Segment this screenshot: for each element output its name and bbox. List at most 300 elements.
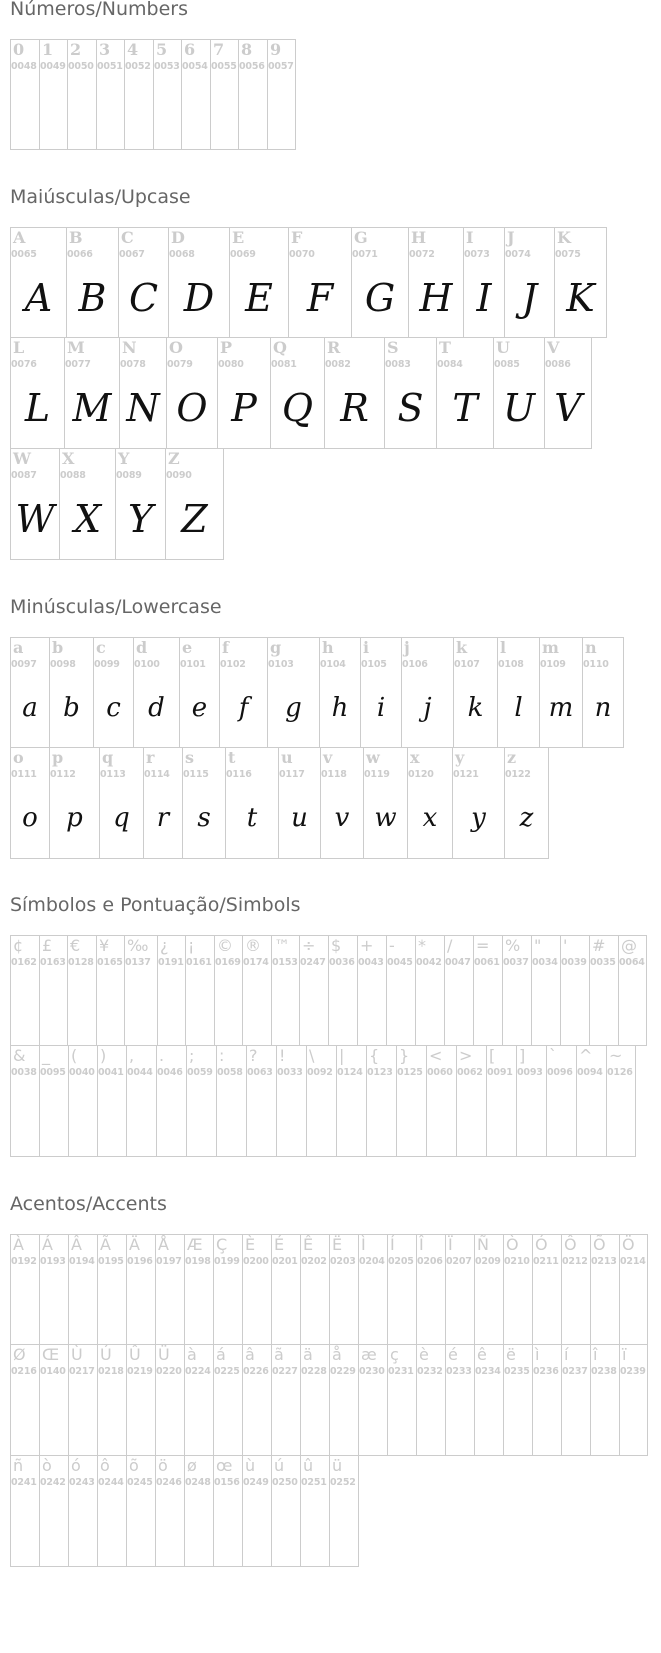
glyph-preview: V <box>554 386 582 430</box>
character-label: q <box>102 748 114 767</box>
character-label: Ä <box>129 1235 140 1254</box>
character-label: " <box>534 936 542 955</box>
character-label: _ <box>42 1046 50 1065</box>
glyph-cell <box>357 935 386 1046</box>
character-label: Å <box>158 1235 169 1254</box>
character-label: ¿ <box>160 936 169 955</box>
glyph-cell <box>155 1234 184 1345</box>
glyph-cell <box>99 748 143 859</box>
character-code: 0089 <box>116 470 142 481</box>
character-code: 0052 <box>125 61 151 72</box>
character-label: E <box>232 228 245 247</box>
glyph-row <box>10 1234 648 1345</box>
glyph-cell <box>238 39 267 150</box>
character-code: 0050 <box>68 61 94 72</box>
character-label: Œ <box>42 1345 60 1364</box>
glyph-cell <box>156 1046 186 1157</box>
glyph-cell <box>124 935 157 1046</box>
glyph-cell <box>366 1046 396 1157</box>
glyph-preview: S <box>397 386 424 430</box>
character-code: 0233 <box>446 1366 472 1377</box>
glyph-cell <box>96 39 124 150</box>
character-code: 0219 <box>127 1366 153 1377</box>
glyph-preview: f <box>238 693 249 723</box>
character-label: J <box>507 228 515 247</box>
glyph-cell <box>118 227 168 338</box>
character-code: 0229 <box>330 1366 356 1377</box>
character-code: 0218 <box>98 1366 124 1377</box>
character-label: t <box>228 748 236 767</box>
character-code: 0085 <box>494 359 520 370</box>
character-code: 0241 <box>11 1477 37 1488</box>
character-code: 0051 <box>97 61 123 72</box>
glyph-cell <box>246 1046 276 1157</box>
glyph-preview: h <box>331 693 349 723</box>
character-code: 0064 <box>619 957 645 968</box>
character-code: 0213 <box>591 1256 617 1267</box>
lowercase-grid <box>10 637 624 859</box>
character-label: ^ <box>579 1046 593 1065</box>
glyph-cell <box>270 338 324 449</box>
character-label: ó <box>71 1456 81 1475</box>
glyph-cell <box>560 935 589 1046</box>
character-label: ï <box>622 1345 627 1364</box>
character-label: œ <box>216 1456 233 1475</box>
glyph-preview: s <box>197 803 211 833</box>
character-label: Ï <box>448 1235 453 1254</box>
character-code: 0062 <box>457 1067 483 1078</box>
character-code: 0117 <box>279 769 305 780</box>
character-label: ü <box>332 1456 343 1475</box>
glyph-row <box>10 1046 647 1157</box>
glyph-cell <box>300 1345 329 1456</box>
glyph-preview: B <box>78 276 107 320</box>
character-code: 0104 <box>320 659 346 670</box>
character-code: 0035 <box>590 957 616 968</box>
glyph-cell <box>416 1345 445 1456</box>
character-code: 0114 <box>144 769 170 780</box>
glyph-cell <box>401 637 453 748</box>
character-label: 6 <box>184 40 196 59</box>
glyph-preview: e <box>191 693 208 723</box>
symbols-grid <box>10 935 647 1157</box>
character-label: Ò <box>506 1235 519 1254</box>
character-code: 0076 <box>11 359 37 370</box>
character-code: 0060 <box>427 1067 453 1078</box>
glyph-preview: O <box>176 386 208 430</box>
glyph-preview: q <box>113 803 130 833</box>
character-code: 0074 <box>505 249 531 260</box>
glyph-cell <box>184 1345 213 1456</box>
glyph-preview: m <box>548 693 574 723</box>
character-code: 0247 <box>300 957 326 968</box>
glyph-cell <box>271 1345 300 1456</box>
glyph-cell <box>225 748 278 859</box>
character-code: 0108 <box>498 659 524 670</box>
character-label: Á <box>42 1235 53 1254</box>
character-code: 0034 <box>532 957 558 968</box>
glyph-cell <box>267 637 319 748</box>
numbers-grid <box>10 39 296 150</box>
character-label: [ <box>489 1046 496 1065</box>
glyph-cell <box>436 338 493 449</box>
character-code: 0058 <box>217 1067 243 1078</box>
character-label: Ã <box>100 1235 111 1254</box>
character-code: 0077 <box>65 359 91 370</box>
character-code: 0118 <box>321 769 347 780</box>
glyph-cell <box>300 1456 329 1567</box>
character-code: 0095 <box>40 1067 66 1078</box>
glyph-cell <box>68 1456 97 1567</box>
glyph-preview: l <box>514 693 523 723</box>
glyph-preview: g <box>285 693 302 723</box>
character-code: 0069 <box>230 249 256 260</box>
character-code: 0054 <box>182 61 208 72</box>
glyph-preview: u <box>291 803 308 833</box>
glyph-preview: i <box>376 693 386 723</box>
character-label: Ì <box>361 1235 366 1254</box>
character-label: Ú <box>100 1345 112 1364</box>
character-label: x <box>410 748 420 767</box>
character-label: u <box>281 748 293 767</box>
character-code: 0246 <box>156 1477 182 1488</box>
character-label: ) <box>100 1046 107 1065</box>
glyph-cell <box>210 39 238 150</box>
character-code: 0103 <box>268 659 294 670</box>
character-code: 0224 <box>185 1366 211 1377</box>
character-label: A <box>13 228 26 247</box>
glyph-preview: J <box>521 276 538 320</box>
glyph-cell <box>619 1234 648 1345</box>
glyph-cell <box>155 1456 184 1567</box>
character-label: O <box>169 338 183 357</box>
character-label: ê <box>477 1345 487 1364</box>
character-code: 0099 <box>94 659 120 670</box>
glyph-cell <box>453 637 497 748</box>
character-label: { <box>369 1046 380 1065</box>
character-label: ¥ <box>99 936 110 955</box>
character-code: 0073 <box>464 249 490 260</box>
glyph-cell <box>97 1234 126 1345</box>
character-code: 0100 <box>134 659 160 670</box>
character-label: * <box>418 936 426 955</box>
glyph-cell <box>329 1345 358 1456</box>
character-label: # <box>592 936 606 955</box>
character-code: 0110 <box>583 659 609 670</box>
glyph-preview: G <box>364 276 396 320</box>
character-code: 0124 <box>337 1067 363 1078</box>
character-label: o <box>13 748 24 767</box>
character-code: 0165 <box>97 957 123 968</box>
character-code: 0107 <box>454 659 480 670</box>
character-label: é <box>448 1345 458 1364</box>
character-label: G <box>354 228 368 247</box>
character-code: 0056 <box>239 61 265 72</box>
section-title-lowercase: Minúsculas/Lowercase <box>10 596 222 618</box>
character-label: - <box>389 936 395 955</box>
character-label: ~ <box>609 1046 623 1065</box>
glyph-cell <box>497 637 539 748</box>
character-label: â <box>245 1345 255 1364</box>
glyph-cell <box>445 1345 474 1456</box>
glyph-preview: H <box>419 276 453 320</box>
character-label: õ <box>129 1456 139 1475</box>
glyph-preview: Z <box>181 497 208 541</box>
character-label: 7 <box>213 40 225 59</box>
character-code: 0092 <box>307 1067 333 1078</box>
character-label: H <box>411 228 427 247</box>
character-label: 5 <box>156 40 168 59</box>
glyph-cell <box>386 935 415 1046</box>
glyph-cell <box>96 935 124 1046</box>
glyph-preview: n <box>594 693 612 723</box>
glyph-cell <box>97 1046 126 1157</box>
glyph-cell <box>415 935 444 1046</box>
character-code: 0053 <box>154 61 180 72</box>
character-code: 0250 <box>272 1477 298 1488</box>
character-label: s <box>185 748 195 767</box>
character-code: 0071 <box>352 249 378 260</box>
glyph-cell <box>39 1456 68 1567</box>
glyph-preview: I <box>476 276 492 320</box>
glyph-preview: v <box>334 803 350 833</box>
character-code: 0065 <box>11 249 37 260</box>
glyph-cell <box>126 1234 155 1345</box>
glyph-cell <box>39 1234 68 1345</box>
character-label: r <box>146 748 155 767</box>
character-code: 0197 <box>156 1256 182 1267</box>
character-label: $ <box>331 936 342 955</box>
character-label: N <box>122 338 137 357</box>
glyph-cell <box>185 935 214 1046</box>
character-code: 0112 <box>50 769 76 780</box>
character-code: 0161 <box>186 957 212 968</box>
character-label: W <box>13 449 31 468</box>
character-label: Z <box>168 449 180 468</box>
character-label: ö <box>158 1456 168 1475</box>
character-code: 0216 <box>11 1366 37 1377</box>
character-label: C <box>121 228 134 247</box>
character-label: Ö <box>622 1235 635 1254</box>
glyph-preview: o <box>22 803 38 833</box>
character-code: 0120 <box>408 769 434 780</box>
glyph-cell <box>165 449 224 560</box>
glyph-preview: N <box>126 386 160 430</box>
glyph-cell <box>554 227 607 338</box>
character-code: 0237 <box>562 1366 588 1377</box>
glyph-preview: A <box>24 276 53 320</box>
character-code: 0198 <box>185 1256 211 1267</box>
character-label: Ø <box>13 1345 26 1364</box>
character-code: 0049 <box>40 61 66 72</box>
character-code: 0042 <box>416 957 442 968</box>
character-label: a <box>13 638 24 657</box>
character-label: À <box>13 1235 24 1254</box>
character-label: æ <box>361 1345 377 1364</box>
glyph-cell <box>546 1046 576 1157</box>
character-code: 0055 <box>211 61 237 72</box>
glyph-cell <box>531 935 560 1046</box>
glyph-cell <box>242 1345 271 1456</box>
character-label: n <box>585 638 597 657</box>
glyph-row <box>10 637 624 748</box>
character-label: B <box>69 228 83 247</box>
glyph-preview: Q <box>281 386 314 430</box>
glyph-preview: r <box>156 803 170 833</box>
glyph-cell <box>49 637 93 748</box>
character-code: 0123 <box>367 1067 393 1078</box>
character-code: 0119 <box>364 769 390 780</box>
character-code: 0128 <box>68 957 94 968</box>
character-code: 0080 <box>218 359 244 370</box>
character-label: Ô <box>564 1235 577 1254</box>
glyph-cell <box>64 338 119 449</box>
glyph-preview: b <box>63 693 80 723</box>
character-label: ç <box>390 1345 399 1364</box>
character-label: . <box>159 1046 165 1065</box>
glyph-cell <box>166 338 217 449</box>
character-label: Ñ <box>477 1235 489 1254</box>
glyph-cell <box>396 1046 426 1157</box>
character-label: û <box>303 1456 314 1475</box>
glyph-cell <box>328 935 357 1046</box>
character-code: 0202 <box>301 1256 327 1267</box>
character-code: 0113 <box>100 769 126 780</box>
character-label: j <box>404 638 410 657</box>
glyph-cell <box>49 748 99 859</box>
character-code: 0033 <box>277 1067 303 1078</box>
glyph-cell <box>329 1234 358 1345</box>
character-code: 0072 <box>409 249 435 260</box>
glyph-cell <box>126 1456 155 1567</box>
glyph-cell <box>358 1345 387 1456</box>
character-label: ; <box>189 1046 195 1065</box>
glyph-cell <box>276 1046 306 1157</box>
glyph-cell <box>39 39 67 150</box>
character-label: ] <box>519 1046 526 1065</box>
character-code: 0232 <box>417 1366 443 1377</box>
character-code: 0193 <box>40 1256 66 1267</box>
character-label: S <box>387 338 399 357</box>
glyph-cell <box>143 748 182 859</box>
character-label: f <box>222 638 229 657</box>
glyph-cell <box>184 1234 213 1345</box>
character-code: 0045 <box>387 957 413 968</box>
glyph-cell <box>184 1456 213 1567</box>
character-label: 4 <box>127 40 139 59</box>
glyph-preview: c <box>106 693 121 723</box>
character-label: & <box>13 1046 26 1065</box>
character-code: 0230 <box>359 1366 385 1377</box>
character-code: 0086 <box>545 359 571 370</box>
glyph-cell <box>10 39 39 150</box>
character-code: 0227 <box>272 1366 298 1377</box>
character-code: 0244 <box>98 1477 124 1488</box>
character-label: ù <box>245 1456 256 1475</box>
glyph-cell <box>213 1234 242 1345</box>
character-code: 0239 <box>620 1366 646 1377</box>
character-code: 0105 <box>361 659 387 670</box>
glyph-cell <box>10 227 66 338</box>
character-code: 0228 <box>301 1366 327 1377</box>
character-label: M <box>67 338 85 357</box>
glyph-cell <box>10 935 39 1046</box>
glyph-cell <box>407 748 452 859</box>
character-code: 0140 <box>40 1366 66 1377</box>
glyph-cell <box>181 39 210 150</box>
glyph-cell <box>10 449 59 560</box>
glyph-cell <box>10 338 64 449</box>
glyph-cell <box>186 1046 216 1157</box>
glyph-cell <box>606 1046 636 1157</box>
glyph-row <box>10 227 607 338</box>
character-code: 0153 <box>272 957 298 968</box>
glyph-cell <box>473 935 502 1046</box>
character-code: 0101 <box>180 659 206 670</box>
glyph-cell <box>463 227 504 338</box>
glyph-cell <box>271 1456 300 1567</box>
character-code: 0225 <box>214 1366 240 1377</box>
character-label: > <box>459 1046 473 1065</box>
character-code: 0214 <box>620 1256 646 1267</box>
glyph-cell <box>589 935 618 1046</box>
character-code: 0044 <box>127 1067 153 1078</box>
glyph-preview: T <box>452 386 478 430</box>
glyph-cell <box>452 748 504 859</box>
character-code: 0231 <box>388 1366 414 1377</box>
glyph-cell <box>544 338 592 449</box>
glyph-preview: W <box>15 497 55 541</box>
character-code: 0194 <box>69 1256 95 1267</box>
glyph-cell <box>157 935 185 1046</box>
character-code: 0079 <box>167 359 193 370</box>
character-label: ø <box>187 1456 197 1475</box>
character-code: 0217 <box>69 1366 95 1377</box>
character-label: | <box>339 1046 345 1065</box>
character-label: K <box>557 228 571 247</box>
character-label: , <box>129 1046 135 1065</box>
glyph-row <box>10 1345 648 1456</box>
glyph-cell <box>216 1046 246 1157</box>
glyph-cell <box>133 637 179 748</box>
character-label: F <box>291 228 303 247</box>
glyph-cell <box>217 338 270 449</box>
character-label: V <box>547 338 560 357</box>
glyph-preview: j <box>423 693 432 723</box>
character-label: Â <box>71 1235 82 1254</box>
character-code: 0047 <box>445 957 471 968</box>
glyph-cell <box>561 1345 590 1456</box>
character-label: b <box>52 638 64 657</box>
glyph-cell <box>360 637 401 748</box>
character-code: 0093 <box>517 1067 543 1078</box>
character-label: Q <box>273 338 287 357</box>
character-code: 0126 <box>607 1067 633 1078</box>
character-code: 0238 <box>591 1366 617 1377</box>
glyph-cell <box>67 935 96 1046</box>
character-label: } <box>399 1046 410 1065</box>
character-code: 0115 <box>183 769 209 780</box>
character-label: y <box>455 748 465 767</box>
glyph-cell <box>10 1234 39 1345</box>
glyph-cell <box>10 748 49 859</box>
glyph-cell <box>214 935 242 1046</box>
character-label: è <box>419 1345 429 1364</box>
character-label: à <box>187 1345 197 1364</box>
glyph-cell <box>10 1046 39 1157</box>
character-code: 0057 <box>268 61 294 72</box>
glyph-cell <box>387 1345 416 1456</box>
